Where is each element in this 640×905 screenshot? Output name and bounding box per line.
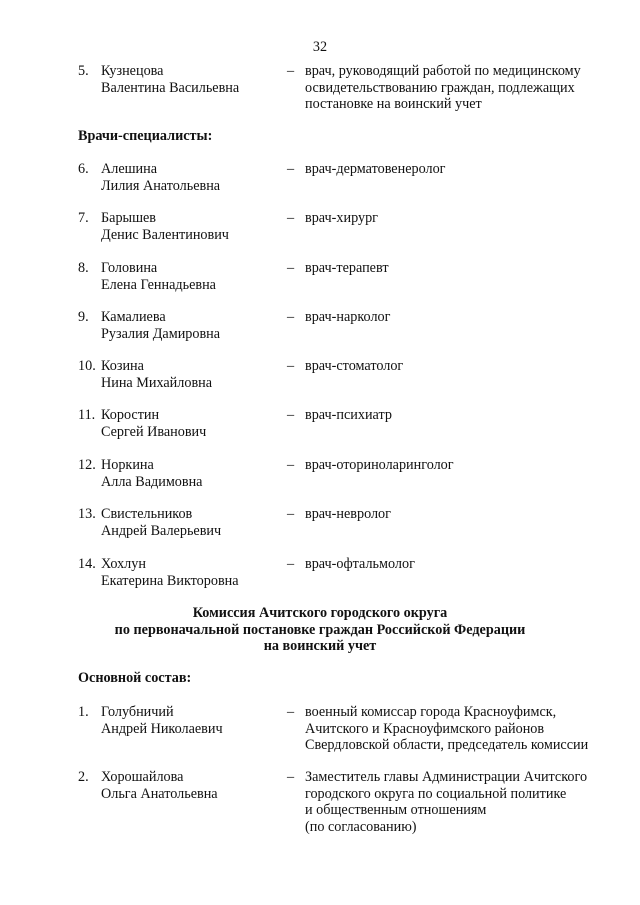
dash-separator: – — [287, 704, 295, 720]
position-description: врач-хирург — [305, 210, 378, 226]
section-heading-main: Основной состав: — [78, 670, 192, 686]
commission-title: Комиссия Ачитского городского округа по первоначальной постановке граждан Российской Федерации на воинский учет — [114, 605, 526, 654]
dash-separator: – — [287, 161, 295, 177]
item-number: 13. — [78, 506, 96, 522]
dash-separator: – — [287, 260, 295, 276]
position-description: врач, руководящий работой по медицинскому освидетельствованию граждан, подлежащих постановке на воинский учет — [305, 63, 581, 112]
person-name: Хорошайлова Ольга Анатольевна — [101, 769, 218, 802]
position-description: Заместитель главы Администрации Ачитского городского округа по социальной политике и общественным отношениям (по согласованию) — [305, 769, 588, 835]
item-number: 11. — [78, 407, 96, 423]
person-name: Камалиева Рузалия Дамировна — [101, 309, 221, 342]
position-description: врач-нарколог — [305, 309, 391, 325]
position-description: врач-стоматолог — [305, 358, 404, 374]
item-number: 9. — [78, 309, 89, 325]
person-name: Козина Нина Михайловна — [101, 358, 213, 391]
person-name: Головина Елена Геннадьевна — [101, 260, 216, 293]
dash-separator: – — [287, 506, 295, 522]
person-name: Алешина Лилия Анатольевна — [101, 161, 221, 194]
person-name: Норкина Алла Вадимовна — [101, 457, 203, 490]
item-number: 6. — [78, 161, 89, 177]
item-number: 10. — [78, 358, 96, 374]
dash-separator: – — [287, 358, 295, 374]
person-name: Коростин Сергей Иванович — [101, 407, 207, 440]
person-name: Барышев Денис Валентинович — [101, 210, 229, 243]
position-description: врач-невролог — [305, 506, 391, 522]
item-number: 1. — [78, 704, 89, 720]
person-name: Голубничий Андрей Николаевич — [101, 704, 223, 737]
page-number: 32 — [312, 39, 328, 55]
dash-separator: – — [287, 457, 295, 473]
person-name: Свистельников Андрей Валерьевич — [101, 506, 222, 539]
position-description: врач-офтальмолог — [305, 556, 415, 572]
dash-separator: – — [287, 769, 295, 785]
item-number: 14. — [78, 556, 96, 572]
dash-separator: – — [287, 63, 295, 79]
item-number: 5. — [78, 63, 89, 79]
position-description: военный комиссар города Красноуфимск, Ачитского и Красноуфимского районов Свердловской области, председатель комиссии — [305, 704, 589, 753]
person-name: Кузнецова Валентина Васильевна — [101, 63, 240, 96]
item-number: 7. — [78, 210, 89, 226]
item-number: 8. — [78, 260, 89, 276]
position-description: врач-терапевт — [305, 260, 389, 276]
position-description: врач-дерматовенеролог — [305, 161, 446, 177]
position-description: врач-психиатр — [305, 407, 392, 423]
position-description: врач-оториноларинголог — [305, 457, 454, 473]
dash-separator: – — [287, 210, 295, 226]
dash-separator: – — [287, 309, 295, 325]
dash-separator: – — [287, 407, 295, 423]
person-name: Хохлун Екатерина Викторовна — [101, 556, 239, 589]
section-heading-specialists: Врачи-специалисты: — [78, 128, 213, 144]
item-number: 2. — [78, 769, 89, 785]
dash-separator: – — [287, 556, 295, 572]
item-number: 12. — [78, 457, 96, 473]
